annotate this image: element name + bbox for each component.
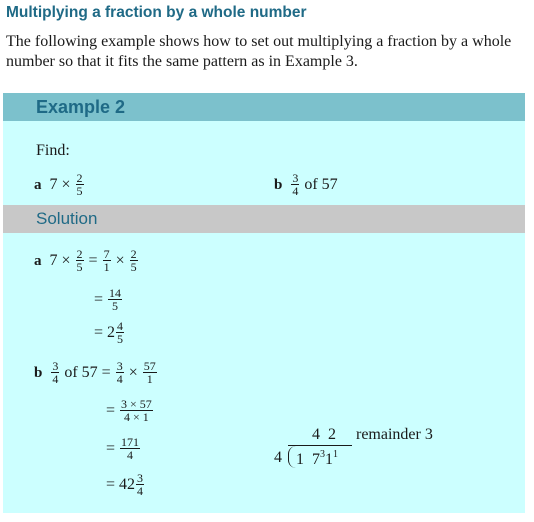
fraction — [143, 360, 157, 385]
equals-sign: = — [106, 439, 116, 457]
numerator: 171 — [121, 435, 140, 449]
fraction — [120, 398, 153, 423]
fraction — [120, 436, 140, 461]
solution-b-line-2 — [106, 398, 154, 423]
solution-a-line-3 — [94, 320, 125, 345]
solution-a-line-1 — [34, 248, 139, 273]
whole-number: 2 — [107, 323, 116, 341]
numerator: 57 — [143, 359, 156, 373]
division-dividend — [296, 449, 338, 469]
of-text: of 57 — [64, 363, 98, 381]
numerator: 14 — [109, 286, 122, 300]
solution-b-line-4 — [106, 472, 145, 497]
fraction — [136, 472, 144, 497]
denominator: 5 — [117, 332, 124, 346]
denominator: 4 — [116, 372, 123, 386]
whole-number: 7 — [49, 175, 58, 193]
denominator: 5 — [76, 184, 83, 198]
denominator: 4 × 1 — [120, 410, 153, 423]
denominator: 4 — [120, 448, 140, 461]
dividend-digit: 7 — [312, 451, 320, 468]
fraction — [76, 172, 84, 197]
denominator: 4 — [52, 372, 59, 386]
example-title: Example 2 — [36, 97, 126, 117]
equals-sign: = — [88, 251, 98, 269]
fraction — [291, 172, 299, 197]
times-sign: × — [61, 175, 71, 193]
numerator: 2 — [76, 171, 83, 185]
question-a — [34, 172, 85, 197]
fraction — [116, 360, 124, 385]
section-heading: Multiplying a fraction by a whole number — [6, 4, 307, 21]
fraction — [108, 287, 122, 312]
fraction — [103, 248, 111, 273]
part-a-label: a — [34, 252, 42, 269]
division-remainder: remainder 3 — [356, 426, 433, 443]
division-bar — [288, 445, 352, 446]
fraction — [130, 248, 138, 273]
fraction — [116, 320, 124, 345]
solution-title: Solution — [36, 209, 98, 228]
denominator: 1 — [143, 372, 157, 385]
question-b — [274, 172, 338, 197]
times-sign: × — [115, 251, 125, 269]
solution-a-line-2 — [94, 287, 123, 312]
denominator: 5 — [130, 260, 137, 274]
example-header — [3, 93, 525, 121]
denominator: 5 — [76, 260, 83, 274]
solution-header — [3, 205, 525, 233]
times-sign: × — [128, 363, 138, 381]
dividend-digit: 1 — [296, 451, 304, 468]
fraction — [76, 248, 84, 273]
division-quotient: 4 2 — [312, 426, 336, 443]
whole-number: 42 — [119, 475, 136, 493]
numerator: 2 — [76, 247, 83, 261]
equals-sign: = — [94, 323, 104, 341]
carry-digit: 1 — [333, 449, 338, 460]
numerator: 3 — [116, 359, 123, 373]
solution-b-line-1 — [34, 360, 158, 385]
numerator: 4 — [117, 319, 124, 333]
numerator: 7 — [103, 247, 110, 261]
dividend-digit: 1 — [325, 451, 333, 468]
numerator: 3 — [292, 171, 299, 185]
intro-paragraph: The following example shows how to set out multiplying a fraction by a whole number so that it fits the same pattern as in Example 3. — [6, 33, 512, 70]
numerator: 3 × 57 — [121, 397, 152, 411]
division-divisor: 4 — [274, 449, 282, 466]
denominator: 4 — [137, 484, 144, 498]
short-division — [274, 426, 474, 476]
denominator: 1 — [103, 260, 110, 274]
numerator: 2 — [130, 247, 137, 261]
part-b-label: b — [274, 176, 283, 193]
carry-digit: 3 — [320, 449, 325, 460]
equals-sign: = — [106, 475, 116, 493]
denominator: 5 — [108, 299, 122, 312]
fraction — [51, 360, 59, 385]
find-label: Find: — [36, 142, 70, 159]
part-a-label: a — [34, 176, 42, 193]
denominator: 4 — [292, 184, 299, 198]
solution-b-line-3 — [106, 436, 141, 461]
numerator: 3 — [137, 471, 144, 485]
equals-sign: = — [94, 290, 104, 308]
whole-number: 7 — [49, 251, 58, 269]
equals-sign: = — [106, 401, 116, 419]
of-text: of 57 — [304, 175, 338, 193]
equals-sign: = — [101, 363, 111, 381]
times-sign: × — [61, 251, 71, 269]
numerator: 3 — [52, 359, 59, 373]
part-b-label: b — [34, 364, 43, 381]
